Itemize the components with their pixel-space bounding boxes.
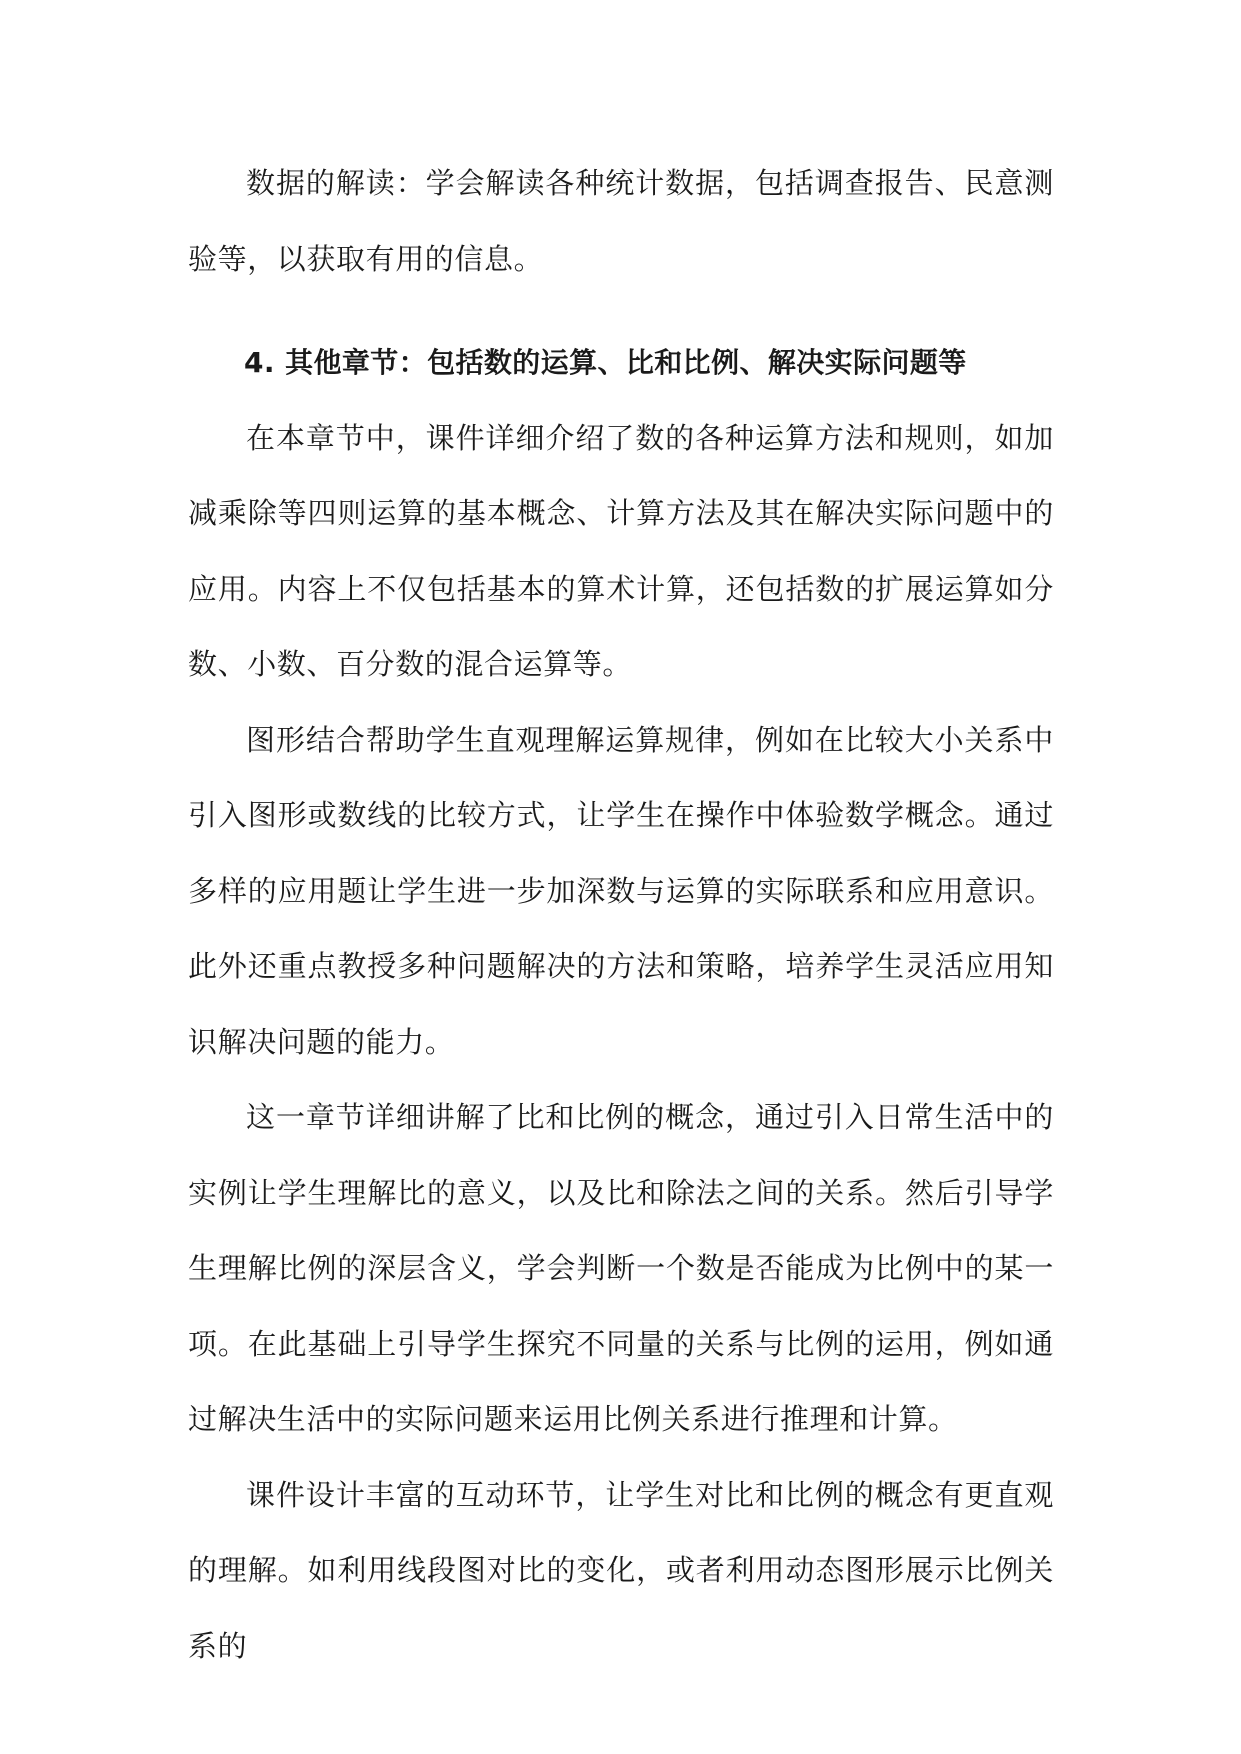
paragraph-ratio-proportion: 这一章节详细讲解了比和比例的概念，通过引入日常生活中的实例让学生理解比的意义，以及比和除法之间的关系。然后引导学生理解比例的深层含义，学会判断一个数是否能成为比例中的某一项。在此基础上引导学生探究不同量的关系与比例的运用，例如通过解决生活中的实际问题来运用比例关系进行推理和计算。: [188, 1100, 1054, 1436]
paragraph-interactive: 课件设计丰富的互动环节，让学生对比和比例的概念有更直观的理解。如利用线段图对比的变化，或者利用动态图形展示比例关系的: [188, 1477, 1054, 1663]
paragraph-graphics: 图形结合帮助学生直观理解运算规律，例如在比较大小关系中引入图形或数线的比较方式，让学生在操作中体验数学概念。通过多样的应用题让学生进一步加深数与运算的实际联系和应用意识。此外还重点教授多种问题解决的方法和策略，培养学生灵活应用知识解决问题的能力。: [188, 722, 1054, 1059]
paragraph-operations: 在本章节中，课件详细介绍了数的各种运算方法和规则，如加减乘除等四则运算的基本概念、计算方法及其在解决实际问题中的应用。内容上不仅包括基本的算术计算，还包括数的扩展运算如分数、小数、百分数的混合运算等。: [188, 420, 1054, 681]
section-heading-other-chapters: 4. 其他章节：包括数的运算、比和比例、解决实际问题等: [244, 346, 967, 379]
document-body: [188, 146, 1054, 1684]
paragraph-data-interpretation: 数据的解读：学会解读各种统计数据，包括调查报告、民意测验等，以获取有用的信息。: [188, 166, 1054, 276]
